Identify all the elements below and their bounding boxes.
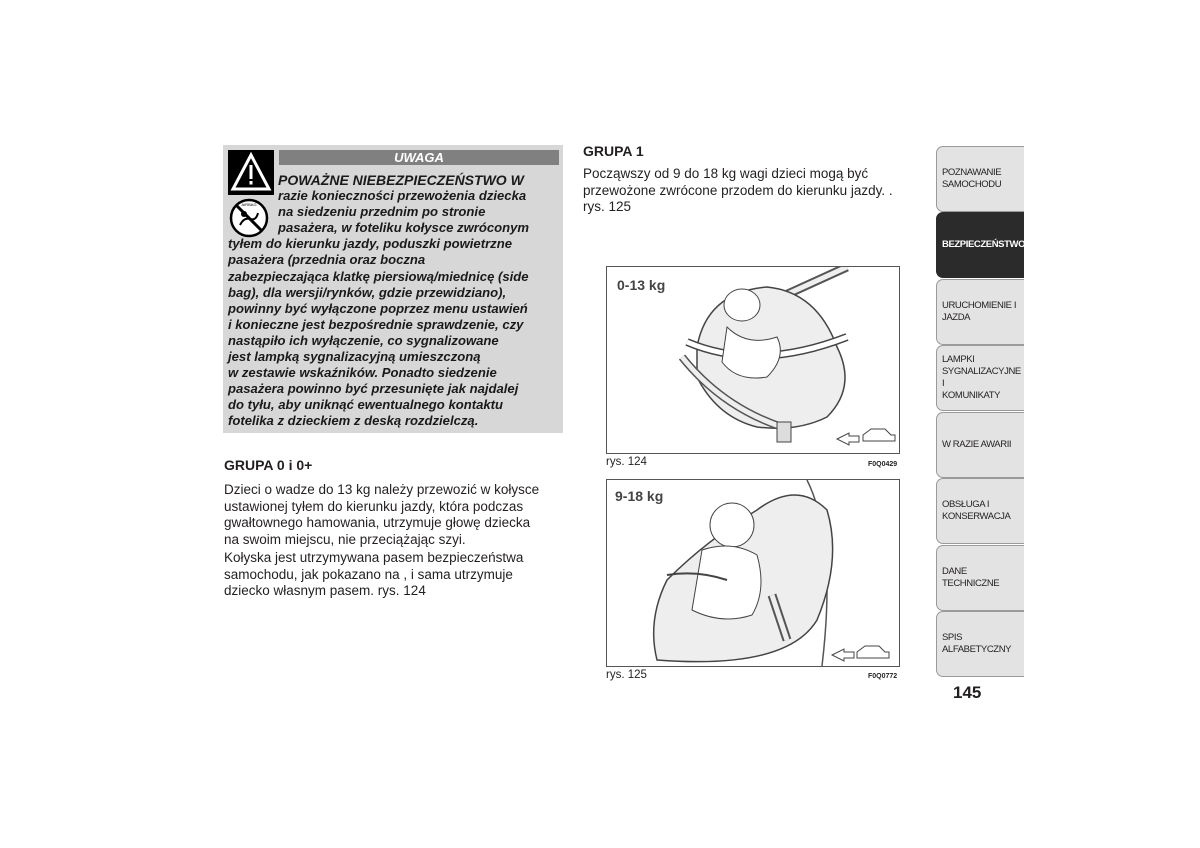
warning-line: pasażera, w foteliku kołysce zwróconym [278, 220, 530, 236]
warning-line: nastąpiło ich wyłączenie, co sygnalizowane [228, 332, 499, 348]
page-number: 145 [953, 683, 982, 702]
text-line: gwałtownego hamowania, utrzymuje głowę dziecka [224, 515, 531, 530]
tab-label: BEZPIECZEŃSTWO [942, 239, 1026, 250]
group0-paragraph-2 [224, 550, 523, 600]
warning-line: tyłem do kierunku jazdy, poduszki powietrzne [228, 236, 512, 252]
tab-label: DANE TECHNICZNE [942, 566, 1000, 589]
tab-dane-techniczne[interactable] [936, 545, 1024, 611]
warning-text [228, 172, 558, 430]
figure-124 [606, 266, 900, 454]
infant-carrier-illustration [607, 267, 899, 453]
tab-label: SAMOCHODU [942, 179, 1002, 190]
figure-125 [606, 479, 900, 667]
text-line: samochodu, jak pokazano na , i sama utrzymuje [224, 566, 513, 582]
child-seat-illustration [607, 480, 899, 666]
text-line: Dzieci o wadze do 13 kg należy przewozić w kołysce [224, 482, 540, 497]
airbag-icon-label: AIRBAG [241, 202, 257, 207]
warning-header: UWAGA [279, 150, 559, 165]
warning-line: fotelika z dzieckiem z deską rozdzielczą. [228, 413, 479, 429]
figure-code: F0Q0772 [868, 673, 898, 680]
tab-poznawanie-samochodu[interactable] [936, 146, 1024, 212]
warning-line: na siedzeniu przednim po stronie [278, 204, 486, 220]
text-line: rys. 125 [583, 199, 632, 214]
text-line: Począwszy od 9 do 18 kg wagi dzieci mogą być [583, 166, 869, 181]
text-line: ustawionej tyłem do kierunku jazdy, która podczas [224, 498, 524, 514]
warning-line: w zestawie wskaźników. Ponadto siedzenie [228, 365, 497, 381]
figure-weight-label: 0-13 kg [617, 277, 666, 293]
figure-weight-label: 9-18 kg [615, 488, 664, 504]
direction-arrow-icon [837, 433, 859, 445]
group1-paragraph [583, 166, 893, 216]
tab-label: W RAZIE AWARII [942, 439, 1012, 450]
text-line: Kołyska jest utrzymywana pasem bezpieczeństwa [224, 550, 524, 565]
warning-line: pasażera (przednia oraz boczna [228, 252, 426, 268]
tab-label: KONSERWACJA [942, 511, 1011, 522]
text-line: na swoim miejscu, nie przeciążając szyi. [224, 531, 466, 547]
tab-uruchomienie-i-jazda[interactable] [936, 279, 1024, 345]
group1-heading: GRUPA 1 [583, 143, 644, 159]
text-line: przewożone zwrócone przodem do kierunku jazdy. . [583, 182, 893, 198]
tab-label: SYGNALIZACYJNE I [942, 366, 1021, 389]
tab-label: LAMPKI [942, 354, 975, 365]
tab-label: POZNAWANIE [942, 167, 1002, 178]
tab-w-razie-awarii[interactable] [936, 412, 1024, 478]
warning-line: i konieczne jest bezpośrednie sprawdzenie, czy [228, 316, 524, 332]
tab-label: URUCHOMIENIE I [942, 300, 1017, 311]
figure-caption: rys. 124 [606, 456, 647, 468]
warning-line: bag), dla wersji/rynków, gdzie przewidziano), [228, 284, 507, 300]
tab-label: KOMUNIKATY [942, 390, 1001, 401]
text-line: dziecko własnym pasem. rys. 124 [224, 583, 426, 598]
tab-lampki-sygnalizacyjne[interactable] [936, 345, 1024, 411]
warning-title: POWAŻNE NIEBEZPIECZEŃSTWO W [278, 172, 524, 188]
group0-paragraph-1 [224, 482, 539, 548]
warning-box [223, 145, 563, 433]
car-icon [857, 646, 889, 658]
tab-obsluga-i-konserwacja[interactable] [936, 478, 1024, 544]
tab-label: JAZDA [942, 312, 971, 323]
car-icon [863, 429, 895, 441]
warning-line: zabezpieczająca klatkę piersiową/miednicę (side [228, 268, 529, 284]
warning-line: powinny być wyłączone poprzez menu ustawień [228, 300, 528, 316]
warning-line: jest lampką sygnalizacyjną umieszczoną [228, 349, 481, 365]
group0-heading: GRUPA 0 i 0+ [224, 457, 313, 473]
warning-line: razie konieczności przewożenia dziecka [278, 188, 527, 204]
warning-line: do tyłu, aby uniknąć ewentualnego kontaktu [228, 397, 504, 413]
tab-label: OBSŁUGA I [942, 499, 990, 510]
tab-spis-alfabetyczny[interactable] [936, 611, 1024, 677]
tab-bezpieczenstwo[interactable] [936, 212, 1024, 278]
tab-label: SPIS ALFABETYCZNY [942, 632, 1012, 655]
figure-caption: rys. 125 [606, 669, 647, 681]
warning-line: pasażera powinno być przesunięte jak najdalej [228, 381, 519, 397]
figure-code: F0Q0429 [868, 461, 898, 468]
direction-arrow-icon [832, 649, 854, 661]
